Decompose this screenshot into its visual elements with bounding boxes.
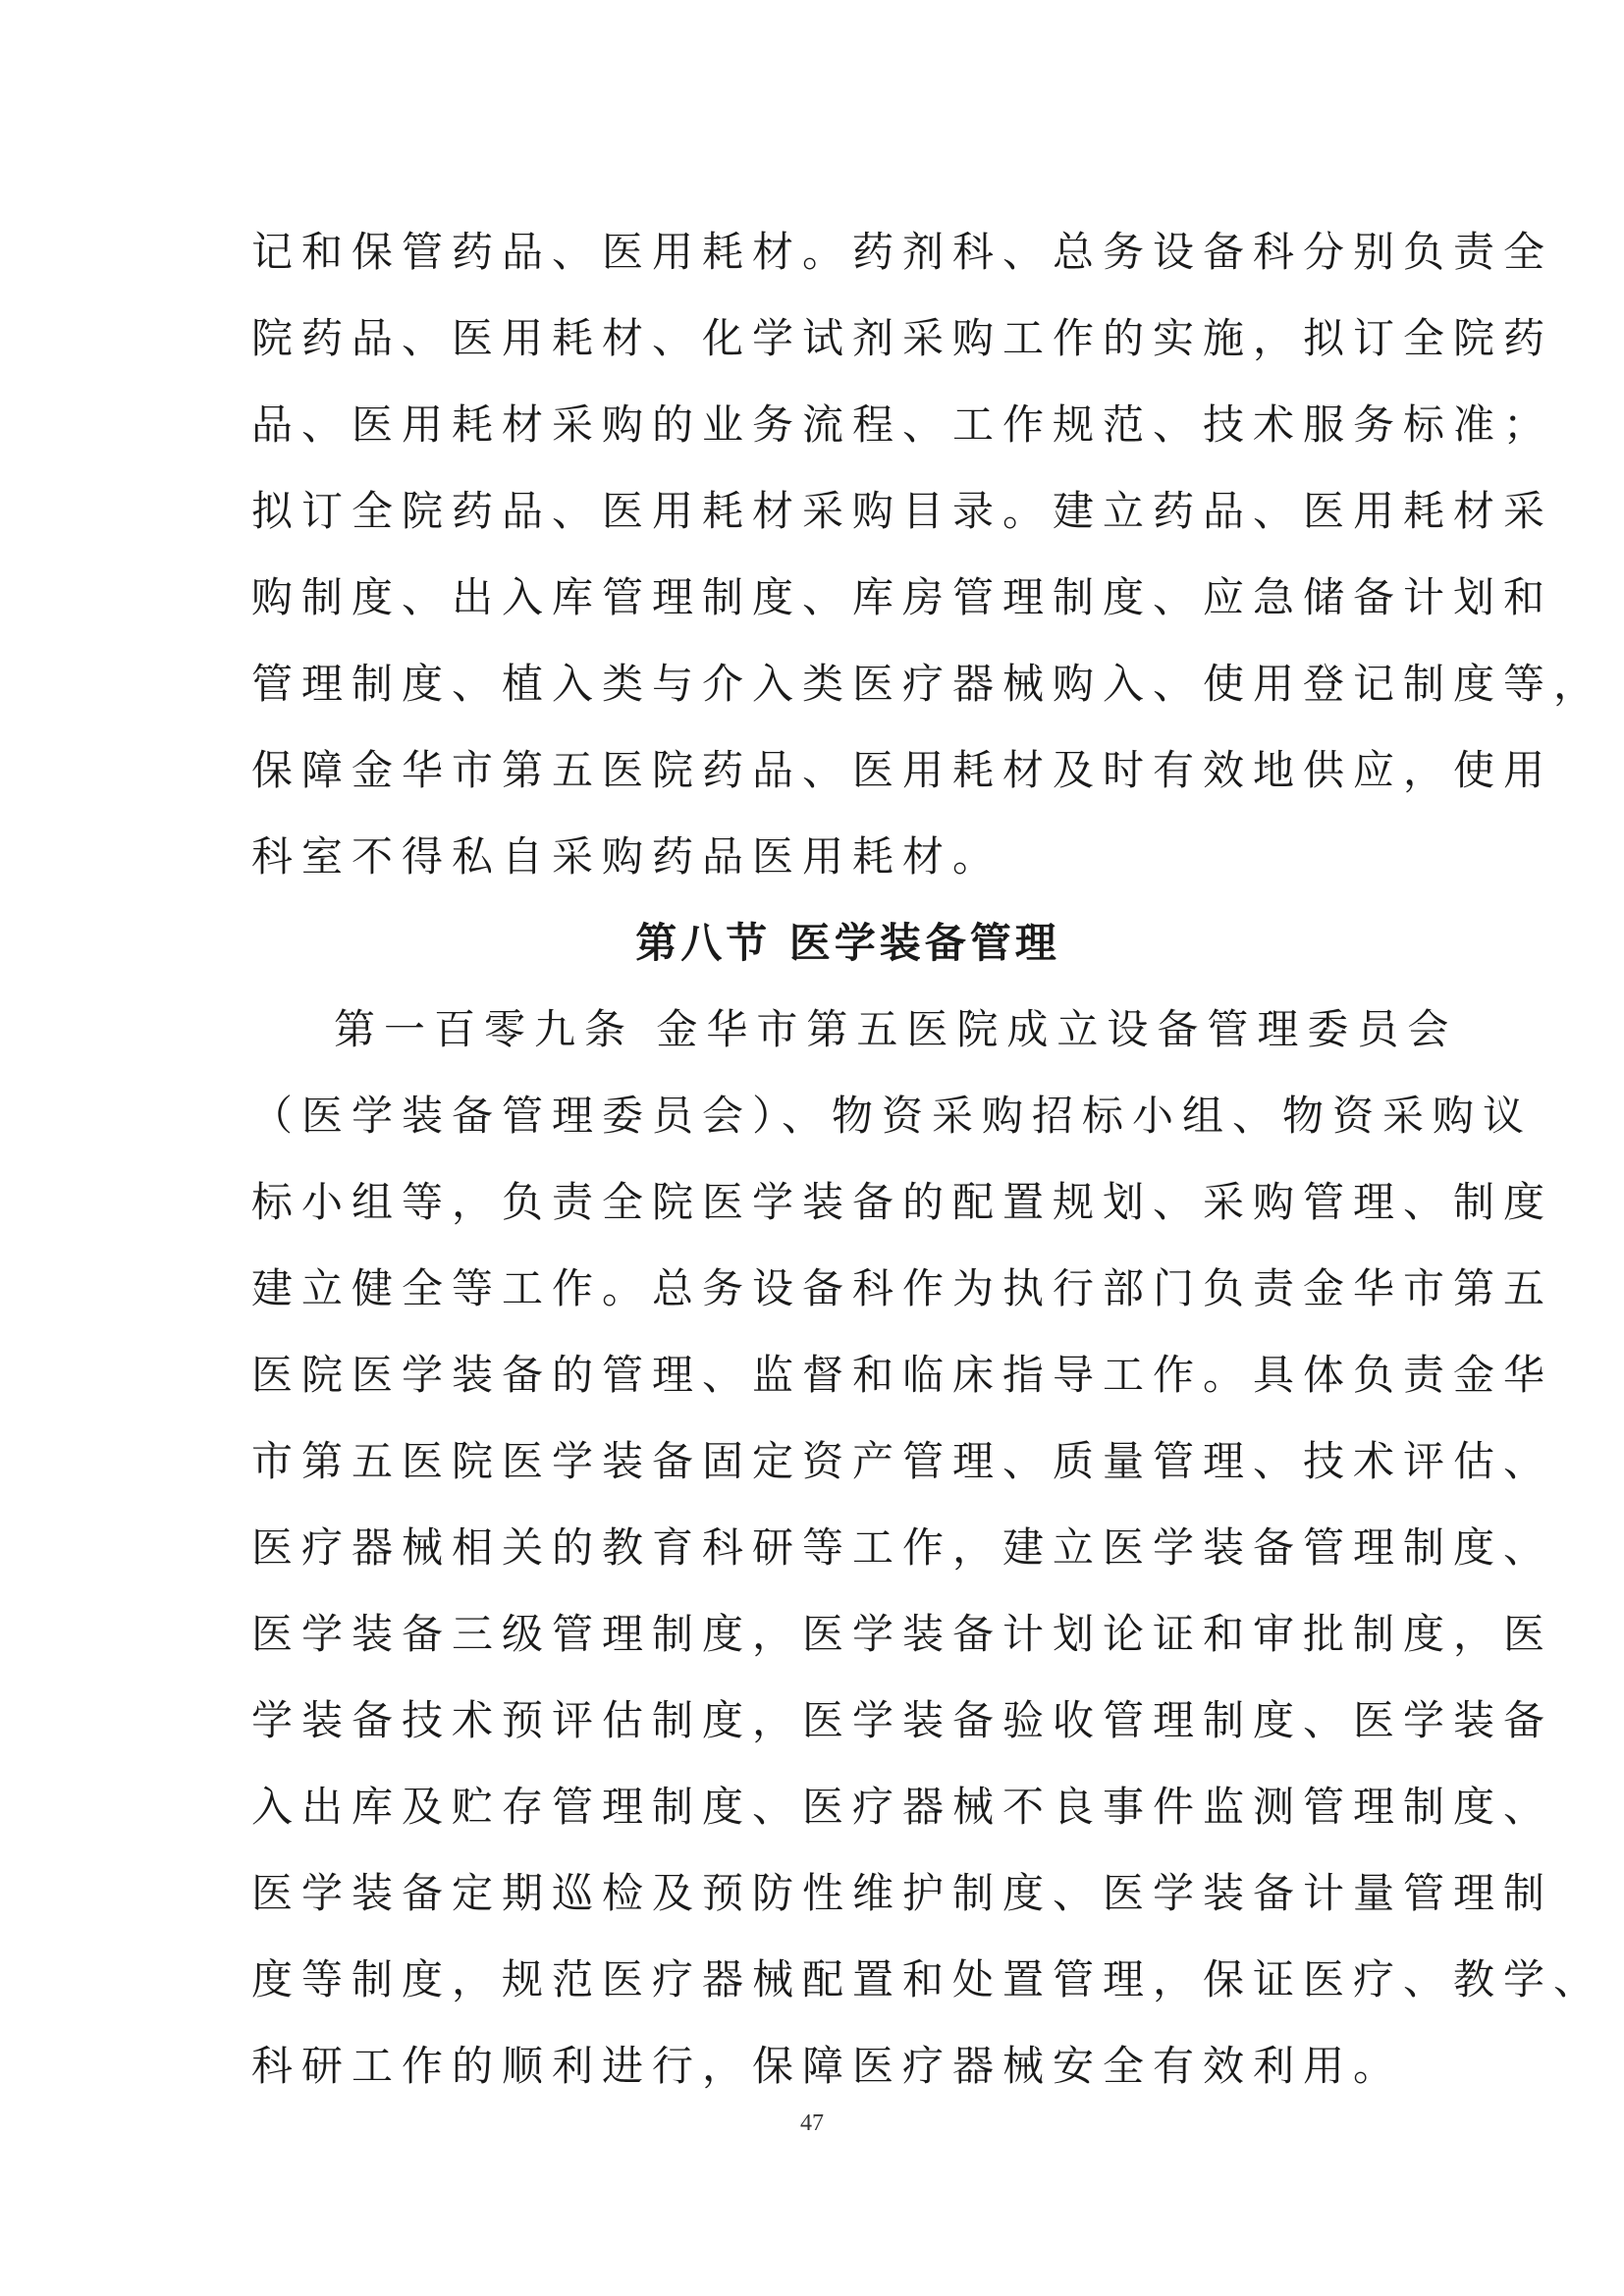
text-line: 入出库及贮存管理制度、医疗器械不良事件监测管理制度、 [251, 1783, 1554, 1831]
text-line: 品、医用耗材采购的业务流程、工作规范、技术服务标准； [251, 400, 1554, 449]
text-line: 管理制度、植入类与介入类医疗器械购入、使用登记制度等， [251, 660, 1604, 708]
text-line: 医疗器械相关的教育科研等工作，建立医学装备管理制度、 [251, 1523, 1554, 1572]
text-line: 市第五医院医学装备固定资产管理、质量管理、技术评估、 [251, 1437, 1554, 1485]
text-line: 保障金华市第五医院药品、医用耗材及时有效地供应，使用 [251, 746, 1554, 794]
text-line: 记和保管药品、医用耗材。药剂科、总务设备科分别负责全 [251, 228, 1554, 276]
text-line: 建立健全等工作。总务设备科作为执行部门负责金华市第五 [251, 1264, 1554, 1312]
section-heading: 第八节 医学装备管理 [635, 919, 1060, 967]
text-line: 医学装备三级管理制度，医学装备计划论证和审批制度，医 [251, 1610, 1554, 1658]
page-number: 47 [800, 2110, 824, 2136]
text-line: 拟订全院药品、医用耗材采购目录。建立药品、医用耗材采 [251, 487, 1554, 535]
text-line: 医学装备定期巡检及预防性维护制度、医学装备计量管理制 [251, 1869, 1554, 1917]
text-line: 标小组等，负责全院医学装备的配置规划、采购管理、制度 [251, 1178, 1554, 1226]
text-line: 院药品、医用耗材、化学试剂采购工作的实施，拟订全院药 [251, 314, 1554, 362]
text-line: （医学装备管理委员会）、物资采购招标小组、物资采购议 [251, 1092, 1534, 1140]
body-text [251, 209, 1604, 2109]
text-line: 科室不得私自采购药品医用耗材。 [251, 832, 1003, 881]
text-line: 医院医学装备的管理、监督和临床指导工作。具体负责金华 [251, 1351, 1554, 1399]
text-line: 学装备技术预评估制度，医学装备验收管理制度、医学装备 [251, 1696, 1554, 1744]
text-line: 科研工作的顺利进行，保障医疗器械安全有效利用。 [251, 2042, 1404, 2090]
text-line: 购制度、出入库管理制度、库房管理制度、应急储备计划和 [251, 573, 1554, 621]
text-line: 度等制度，规范医疗器械配置和处置管理，保证医疗、教学、 [251, 1955, 1604, 2003]
article-first-line: 第一百零九条 金华市第五医院成立设备管理委员会 [334, 1005, 1458, 1053]
